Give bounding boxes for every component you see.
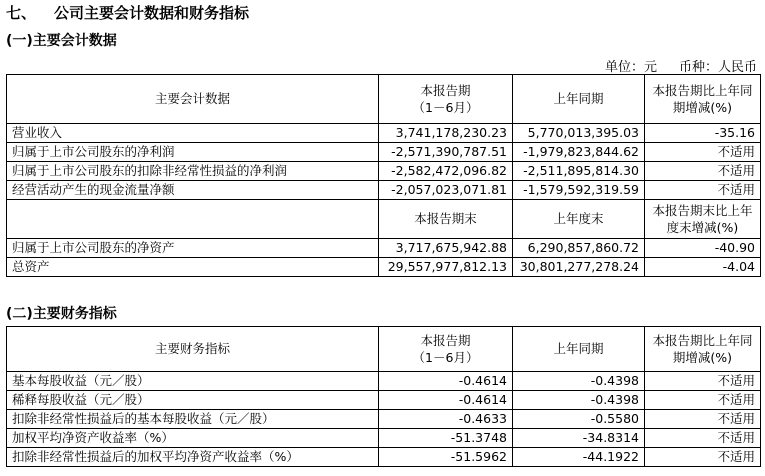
row-label: 加权平均净资产收益率（%）	[7, 429, 379, 448]
header-change-year-end: 本报告期末比上年度末增减(%)	[645, 200, 761, 239]
section-title: 公司主要会计数据和财务指标	[54, 4, 250, 22]
row-current: -2,582,472,096.82	[379, 162, 513, 181]
table-row	[7, 162, 761, 181]
row-change: -35.16	[645, 124, 761, 143]
header-item: 主要财务指标	[7, 327, 379, 372]
header-current-line2: （1－6月）	[412, 350, 479, 365]
table-row	[7, 181, 761, 200]
table-row	[7, 410, 761, 429]
row-change: 不适用	[645, 181, 761, 200]
currency-label: 币种：人民币	[678, 60, 757, 75]
row-prior: -1,979,823,844.62	[513, 143, 645, 162]
row-current: -2,057,023,071.81	[379, 181, 513, 200]
row-label: 经营活动产生的现金流量净额	[7, 181, 379, 200]
row-label: 归属于上市公司股东的净利润	[7, 143, 379, 162]
table-row	[7, 448, 761, 467]
row-label: 总资产	[7, 258, 379, 277]
row-change: 不适用	[645, 162, 761, 181]
row-change: 不适用	[645, 391, 761, 410]
table-header-row	[7, 327, 761, 372]
row-label: 归属于上市公司股东的净资产	[7, 239, 379, 258]
section-number: 七、	[6, 4, 37, 22]
table-row	[7, 391, 761, 410]
subsection-heading-financial-indicators: (二)主要财务指标	[6, 306, 117, 322]
header-change: 本报告期比上年同期增减(%)	[645, 327, 761, 372]
row-prior: -0.4398	[513, 391, 645, 410]
unit-line	[583, 56, 757, 75]
table-row	[7, 239, 761, 258]
row-prior: 30,801,277,278.24	[513, 258, 645, 277]
table-row	[7, 124, 761, 143]
row-current: -0.4614	[379, 372, 513, 391]
row-prior: -34.8314	[513, 429, 645, 448]
row-change: 不适用	[645, 143, 761, 162]
row-current: 3,717,675,942.88	[379, 239, 513, 258]
header-current	[379, 75, 513, 124]
row-prior: -2,511,895,814.30	[513, 162, 645, 181]
header-blank	[7, 200, 379, 239]
accounting-data-table	[6, 74, 761, 277]
row-prior: -0.5580	[513, 410, 645, 429]
row-label: 基本每股收益（元／股）	[7, 372, 379, 391]
row-label: 归属于上市公司股东的扣除非经常性损益的净利润	[7, 162, 379, 181]
row-current: -51.5962	[379, 448, 513, 467]
row-label: 营业收入	[7, 124, 379, 143]
header-item: 主要会计数据	[7, 75, 379, 124]
header-change: 本报告期比上年同期增减(%)	[645, 75, 761, 124]
row-current: 3,741,178,230.23	[379, 124, 513, 143]
header-current-line2: （1－6月）	[412, 100, 479, 115]
row-change: -40.90	[645, 239, 761, 258]
table-header-row	[7, 75, 761, 124]
unit-label: 单位：元	[604, 60, 657, 75]
table-row	[7, 429, 761, 448]
row-prior: -0.4398	[513, 372, 645, 391]
row-prior: 6,290,857,860.72	[513, 239, 645, 258]
row-current: -51.3748	[379, 429, 513, 448]
subsection-heading-accounting-data: (一)主要会计数据	[6, 33, 117, 49]
table-row	[7, 372, 761, 391]
row-change: -4.04	[645, 258, 761, 277]
row-current: 29,557,977,812.13	[379, 258, 513, 277]
header-prior: 上年同期	[513, 75, 645, 124]
table-header-row	[7, 200, 761, 239]
table-row	[7, 143, 761, 162]
row-current: -2,571,390,787.51	[379, 143, 513, 162]
row-change: 不适用	[645, 410, 761, 429]
header-period-end: 本报告期末	[379, 200, 513, 239]
financial-indicators-table	[6, 326, 761, 467]
header-prior: 上年同期	[513, 327, 645, 372]
row-current: -0.4614	[379, 391, 513, 410]
row-label: 扣除非经常性损益后的加权平均净资产收益率（%）	[7, 448, 379, 467]
row-prior: -44.1922	[513, 448, 645, 467]
table-row	[7, 258, 761, 277]
row-change: 不适用	[645, 448, 761, 467]
row-label: 稀释每股收益（元／股）	[7, 391, 379, 410]
row-current: -0.4633	[379, 410, 513, 429]
header-current-line1: 本报告期	[420, 83, 471, 98]
row-prior: 5,770,013,395.03	[513, 124, 645, 143]
section-heading	[6, 2, 249, 23]
row-change: 不适用	[645, 372, 761, 391]
header-prior-year-end: 上年度末	[513, 200, 645, 239]
header-current	[379, 327, 513, 372]
header-current-line1: 本报告期	[420, 333, 471, 348]
row-prior: -1,579,592,319.59	[513, 181, 645, 200]
row-change: 不适用	[645, 429, 761, 448]
row-label: 扣除非经常性损益后的基本每股收益（元／股）	[7, 410, 379, 429]
